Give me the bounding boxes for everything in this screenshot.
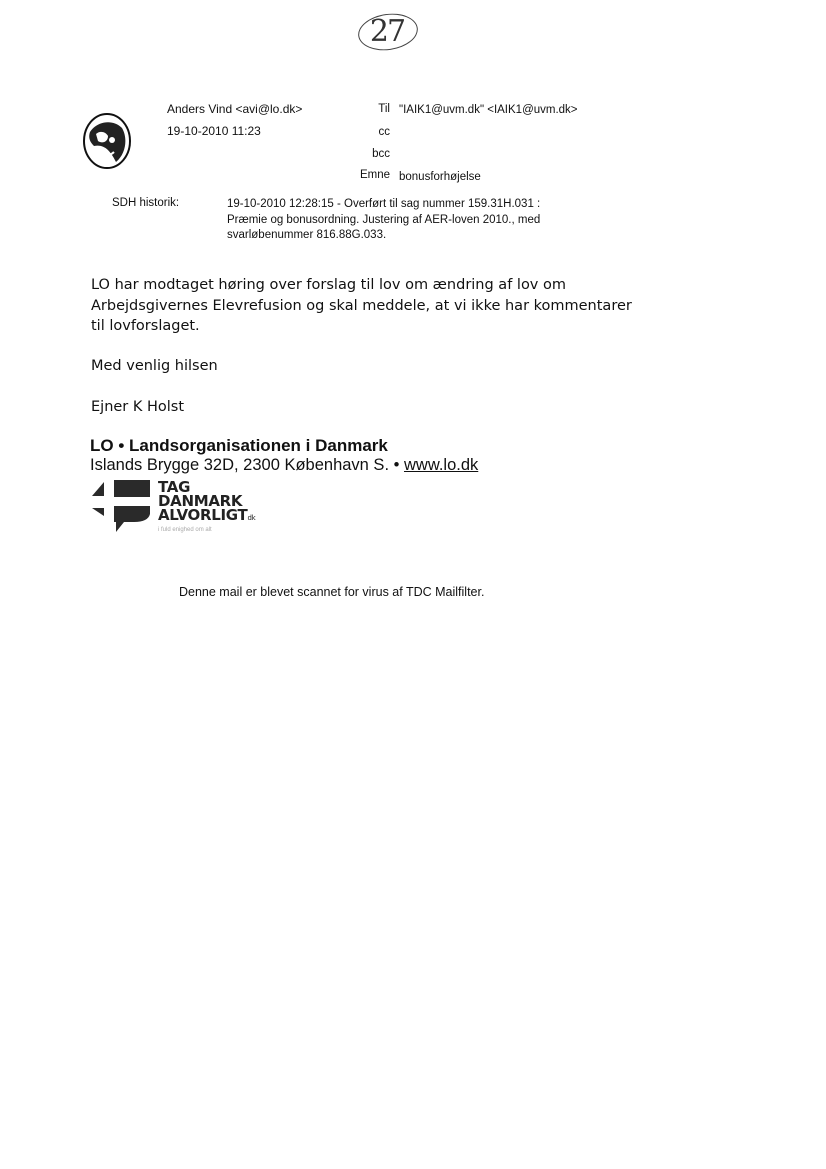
- flag-speech-bubble-icon: [90, 476, 156, 540]
- history-block: [227, 197, 540, 244]
- sent-date: 19-10-2010 11:23: [167, 124, 261, 138]
- history-line: svarløbenummer 816.88G.033.: [227, 229, 387, 241]
- paragraph-line: Arbejdsgivernes Elevrefusion og skal meddele, at vi ikke har kommentarer: [91, 297, 632, 314]
- sender: Anders Vind <avi@lo.dk>: [167, 102, 303, 116]
- paragraph-line: LO har modtaget høring over forslag til lov om ændring af lov om: [91, 277, 566, 293]
- bcc-label: bcc: [372, 148, 390, 160]
- org-name: LO • Landsorganisationen i Danmark: [90, 436, 388, 455]
- to-label: Til: [378, 103, 390, 115]
- address-text: Islands Brygge 32D, 2300 København S. •: [90, 456, 400, 474]
- avatar: [82, 110, 132, 170]
- logo-tagline: i fuld enighed om alt: [158, 527, 212, 533]
- history-line: 19-10-2010 12:28:15 - Overført til sag nummer 159.31H.031 :: [227, 198, 541, 210]
- greeting: Med venlig hilsen: [91, 358, 218, 374]
- logo-line-1: TAG: [158, 478, 191, 496]
- virus-scan-notice: Denne mail er blevet scannet for virus af TDC Mailfilter.: [179, 585, 485, 599]
- to-value: "IAIK1@uvm.dk" <IAIK1@uvm.dk>: [399, 104, 578, 116]
- cc-label: cc: [378, 126, 390, 138]
- paragraph-line: til lovforslaget.: [91, 318, 200, 334]
- subject-label: Emne: [359, 169, 390, 181]
- message-paragraph: [91, 275, 632, 337]
- subject-value: bonusforhøjelse: [399, 171, 481, 183]
- org-address: [90, 456, 478, 475]
- sender-name: Ejner K Holst: [91, 399, 185, 415]
- tag-danmark-logo: [90, 476, 260, 540]
- history-label: SDH historik:: [112, 197, 180, 209]
- website-link[interactable]: www.lo.dk: [403, 456, 479, 474]
- logo-line-3: ALVORLIGTdk: [158, 506, 256, 524]
- logo-line-2: DANMARK: [158, 492, 243, 510]
- history-line: Præmie og bonusordning. Justering af AER-loven 2010., med: [227, 213, 541, 226]
- handwritten-page-number: 27: [352, 10, 422, 52]
